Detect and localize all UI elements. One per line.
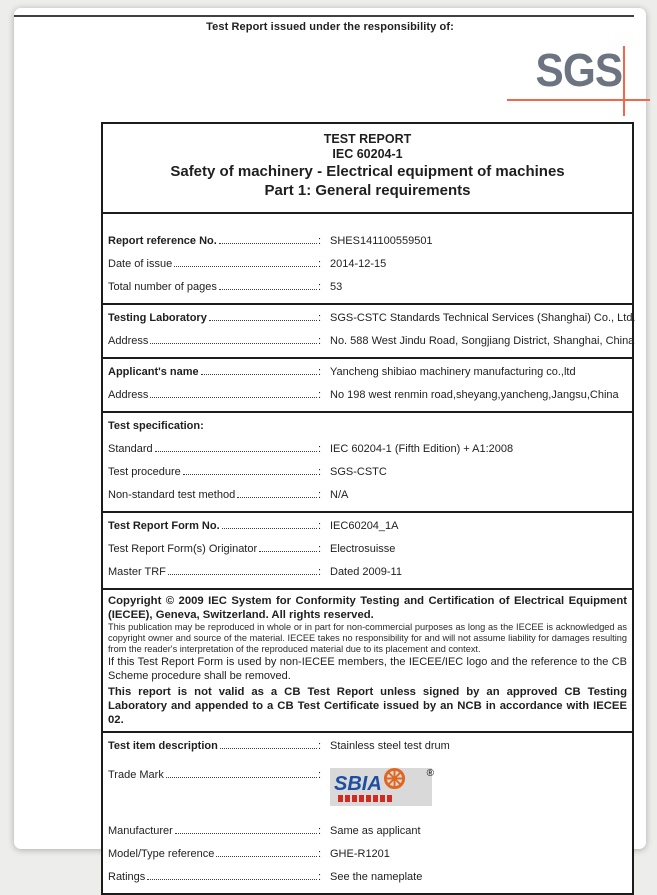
field-trade-mark: Trade Mark : SBIA ® <box>108 758 627 820</box>
dot-leader <box>174 266 317 267</box>
sgs-logo-text: SGS <box>535 44 622 96</box>
field-value: See the nameplate <box>330 871 423 883</box>
field-test-specification-header <box>108 415 627 438</box>
field-label: Test specification: <box>108 420 204 432</box>
field-applicant-address: Address : No 198 west renmin road,sheyang,yancheng,Jangsu,China <box>108 384 627 407</box>
field-non-standard-method: Non-standard test method : N/A <box>108 484 627 507</box>
trade-mark-logo <box>330 768 432 806</box>
field-test-procedure: Test procedure : SGS-CSTC <box>108 461 627 484</box>
field-value: 2014-12-15 <box>330 258 387 270</box>
field-label: Date of issue <box>108 258 173 270</box>
field-value: No 198 west renmin road,sheyang,yancheng,Jangsu,China <box>330 389 619 401</box>
field-label: Manufacturer <box>108 825 173 837</box>
field-value: IEC60204_1A <box>330 520 399 532</box>
title-line-4: Part 1: General requirements <box>264 182 471 199</box>
field-trf-originator: Test Report Form(s) Originator : Electrosuisse <box>108 538 627 561</box>
field-trf-no: Test Report Form No. : IEC60204_1A <box>108 515 627 538</box>
field-standard: Standard : IEC 60204-1 (Fifth Edition) + A1:2008 <box>108 438 627 461</box>
title-line-3: Safety of machinery - Electrical equipment of machines <box>170 163 565 180</box>
copyright-notice: This report is not valid as a CB Test Report unless signed by an approved CB Testing Laboratory and appended to a CB Test Certificate issued by an NCB in accordance with IECEE 02. <box>108 686 627 726</box>
field-label: Testing Laboratory <box>108 312 207 324</box>
field-test-item-description: Test item description : Stainless steel test drum <box>108 735 627 758</box>
field-label: Master TRF <box>108 566 166 578</box>
section-trf <box>103 511 632 588</box>
field-value: IEC 60204-1 (Fifth Edition) + A1:2008 <box>330 443 514 455</box>
section-testing-laboratory <box>103 303 636 357</box>
dot-leader <box>220 748 317 749</box>
sgs-logo-vertical-line <box>623 46 625 116</box>
top-rule <box>14 15 634 17</box>
field-value: Yancheng shibiao machinery manufacturing co.,ltd <box>330 366 576 378</box>
field-value: 53 <box>330 281 343 293</box>
field-label: Test procedure <box>108 466 181 478</box>
dot-leader <box>150 397 317 398</box>
section-test-specification <box>103 411 632 511</box>
field-applicant-name: Applicant's name : Yancheng shibiao machinery manufacturing co.,ltd <box>108 361 627 384</box>
dot-leader <box>147 879 317 880</box>
field-value: N/A <box>330 489 349 501</box>
field-value: Same as applicant <box>330 825 421 837</box>
field-label: Total number of pages <box>108 281 217 293</box>
field-date-of-issue: Date of issue : 2014-12-15 <box>108 253 627 276</box>
copyright-body-small: This publication may be reproduced in whole or in part for non-commercial purposes as long as the IECEE is acknowledged as copyright owner and source of the material. IECEE takes no responsibility for and will not assume liability for damages resulting from the reader's interpretation of the reproduced material due to its placement and context. <box>108 622 627 654</box>
field-testing-laboratory: Testing Laboratory : SGS-CSTC Standards Technical Services (Shanghai) Co., Ltd. <box>108 307 627 330</box>
field-value: GHE-R1201 <box>330 848 390 860</box>
field-model-type: Model/Type reference : GHE-R1201 <box>108 843 627 866</box>
copyright-title: Copyright © 2009 IEC System for Conformity Testing and Certification of Electrical Equipment (IECEE), Geneva, Switzerland. All rights reserved. <box>108 595 627 621</box>
field-value: SHES141100559501 <box>330 235 433 247</box>
field-label: Address <box>108 389 149 401</box>
field-label: Test Report Form No. <box>108 520 220 532</box>
dot-leader <box>166 777 317 778</box>
field-label: Standard <box>108 443 153 455</box>
field-lab-address: Address : No. 588 West Jindu Road, Songjiang District, Shanghai, China <box>108 330 627 353</box>
field-label: Model/Type reference <box>108 848 215 860</box>
copyright-body-normal: If this Test Report Form is used by non-IECEE members, the IECEE/IEC logo and the reference to the CB Scheme procedure shall be removed. <box>108 656 627 682</box>
field-label: Report reference No. <box>108 235 217 247</box>
report-table <box>101 122 634 895</box>
document-page <box>14 8 646 883</box>
field-value: No. 588 West Jindu Road, Songjiang District, Shanghai, China <box>330 335 635 347</box>
field-total-pages: Total number of pages : 53 <box>108 276 627 299</box>
field-label: Trade Mark <box>108 769 164 781</box>
dot-leader <box>216 856 317 857</box>
dot-leader <box>237 497 317 498</box>
title-line-2: IEC 60204-1 <box>332 147 403 161</box>
dot-leader <box>150 343 317 344</box>
dot-leader <box>168 574 317 575</box>
dot-leader <box>155 451 317 452</box>
dot-leader <box>183 474 317 475</box>
section-report-meta <box>103 212 632 303</box>
field-ratings: Ratings : See the nameplate <box>108 866 627 889</box>
field-value: Electrosuisse <box>330 543 396 555</box>
field-label: Ratings <box>108 871 146 883</box>
trade-mark-red-caption <box>338 795 394 802</box>
sgs-logo-horizontal-line <box>507 99 650 101</box>
title-block <box>103 124 632 212</box>
dot-leader <box>175 833 317 834</box>
field-value: SGS-CSTC Standards Technical Services (Shanghai) Co., Ltd. <box>330 312 636 324</box>
dot-leader <box>219 289 317 290</box>
responsibility-line: Test Report issued under the responsibility of: <box>206 21 454 33</box>
field-label: Test item description <box>108 740 218 752</box>
dot-leader <box>219 243 317 244</box>
section-applicant <box>103 357 632 411</box>
dot-leader <box>201 374 317 375</box>
field-label: Test Report Form(s) Originator <box>108 543 258 555</box>
section-test-item <box>103 731 632 893</box>
dot-leader <box>222 528 317 529</box>
field-value: Dated 2009-11 <box>330 566 402 578</box>
dot-leader <box>209 320 317 321</box>
registered-trademark-icon: ® <box>426 768 434 779</box>
field-value: Stainless steel test drum <box>330 740 450 752</box>
sgs-logo <box>504 40 654 120</box>
field-report-reference: Report reference No. : SHES141100559501 <box>108 216 627 253</box>
field-manufacturer: Manufacturer : Same as applicant <box>108 820 627 843</box>
field-label: Address <box>108 335 149 347</box>
section-copyright <box>103 588 632 731</box>
title-line-1: TEST REPORT <box>323 132 412 146</box>
field-label: Non-standard test method <box>108 489 236 501</box>
field-value: SGS-CSTC <box>330 466 387 478</box>
field-label: Applicant's name <box>108 366 199 378</box>
dot-leader <box>259 551 317 552</box>
trade-mark-brand-text: SBIA <box>334 773 382 795</box>
field-master-trf: Master TRF : Dated 2009-11 <box>108 561 627 584</box>
